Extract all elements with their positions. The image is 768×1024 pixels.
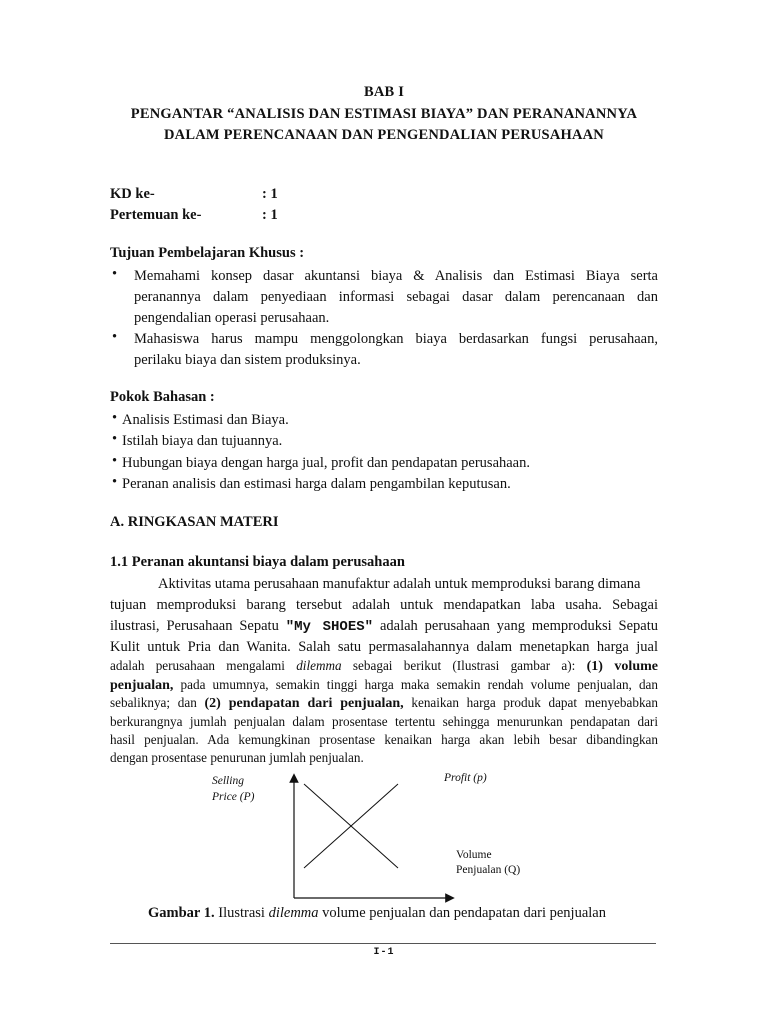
dilemma-diagram — [280, 770, 460, 905]
paragraph-text: kenaikan harga produk dapat menyebabkan — [403, 695, 658, 710]
topic-bullet: • — [112, 410, 118, 426]
paragraph-line-10: dengan prosentase penurunan jumlah penjualan. — [110, 750, 364, 765]
topics-heading: Pokok Bahasan : — [110, 389, 215, 405]
paragraph-text: adalah perusahaan yang memproduksi Sepatu — [373, 618, 658, 634]
caption-text: volume penjualan dan pendapatan dari penjualan — [318, 905, 606, 921]
point-1-label-cont: penjualan, — [110, 678, 174, 693]
objective-2-line-1: Mahasiswa harus mampu menggolongkan biaya berdasarkan fungsi perusahaan, — [134, 331, 658, 347]
objectives-heading: Tujuan Pembelajaran Khusus : — [110, 245, 305, 261]
point-2-label: (2) pendapatan dari penjualan, — [204, 696, 404, 711]
meeting-value: : 1 — [262, 207, 278, 223]
figure-caption — [148, 903, 668, 924]
point-1-label: (1) volume — [586, 659, 658, 674]
topic-item: Peranan analisis dan estimasi harga dalam pengambilan keputusan. — [122, 476, 511, 492]
brand-name: "My SHOES" — [285, 619, 374, 635]
page-number: I-1 — [373, 947, 395, 958]
paragraph-line-9: hasil penjualan. Ada kemungkinan prosentase kenaikan harga akan lebih besar dibandingkan — [110, 732, 658, 747]
paragraph-text: pada umumnya, semakin tinggi harga maka semakin rendah volume penjualan, dan — [173, 677, 658, 692]
paragraph-text: sebaliknya; dan — [110, 695, 205, 710]
paragraph-text: sebagai berikut (Ilustrasi gambar a): — [341, 658, 587, 673]
x-axis-label-line-1: Volume — [456, 849, 492, 861]
paragraph-text: ilustrasi, Perusahaan Sepatu — [110, 618, 286, 634]
objective-bullet: • — [112, 266, 118, 282]
x-axis-label-line-2: Penjualan (Q) — [456, 864, 521, 876]
paragraph-line-8: berkurangnya jumlah penjualan dalam prosentase tertentu sehingga menurunkan pendapatan dari — [110, 714, 658, 729]
objective-2-line-2: perilaku biaya dan sistem produksinya. — [134, 352, 361, 368]
section-1-1-heading: 1.1 Peranan akuntansi biaya dalam perusahaan — [110, 554, 405, 570]
paragraph-text: adalah perusahaan mengalami — [110, 658, 297, 673]
section-a-heading: A. RINGKASAN MATERI — [110, 514, 279, 530]
caption-text: Ilustrasi — [214, 905, 269, 921]
footer-rule — [110, 943, 656, 944]
kd-label: KD ke- — [110, 186, 155, 202]
y-axis-label-line-2: Price (P) — [212, 791, 255, 803]
chapter-number: BAB I — [363, 84, 405, 100]
topic-item: Hubungan biaya dengan harga jual, profit dan pendapatan perusahaan. — [122, 455, 530, 471]
topic-bullet: • — [112, 453, 118, 469]
topic-item: Analisis Estimasi dan Biaya. — [122, 412, 289, 428]
kd-value: : 1 — [262, 186, 278, 202]
topic-bullet: • — [112, 474, 118, 490]
topic-item: Istilah biaya dan tujuannya. — [122, 433, 283, 449]
topic-bullet: • — [112, 431, 118, 447]
dilemma-term: dilemma — [296, 658, 342, 673]
objective-bullet: • — [112, 329, 118, 345]
paragraph-line-2: tujuan memproduksi barang tersebut adalah untuk mendapatkan laba usaha. Sebagai — [110, 597, 658, 613]
objective-1-line-2: peranannya dalam penyediaan informasi sebagai dasar dalam perencanaan dan — [134, 289, 658, 305]
paragraph-line-1: Aktivitas utama perusahaan manufaktur adalah untuk memproduksi barang dimana — [158, 576, 641, 592]
profit-label: Profit (p) — [444, 772, 487, 784]
paragraph-line-3 — [110, 616, 658, 638]
objective-1-line-3: pengendalian operasi perusahaan. — [134, 310, 330, 326]
paragraph-line-4: Kulit untuk Pria dan Wanita. Salah satu permasalahannya dalam menetapkan harga jual — [110, 639, 658, 655]
meeting-label: Pertemuan ke- — [110, 207, 202, 223]
y-axis-label-line-1: Selling — [212, 775, 244, 787]
chapter-title-line-1: PENGANTAR “ANALISIS DAN ESTIMASI BIAYA” DAN PERANANANNYA — [130, 106, 638, 122]
chapter-title-line-2: DALAM PERENCANAAN DAN PENGENDALIAN PERUSAHAAN — [164, 127, 604, 143]
objective-1-line-1: Memahami konsep dasar akuntansi biaya & Analisis dan Estimasi Biaya serta — [134, 268, 658, 284]
caption-label: Gambar 1. — [148, 905, 215, 921]
caption-dilemma: dilemma — [268, 905, 319, 921]
